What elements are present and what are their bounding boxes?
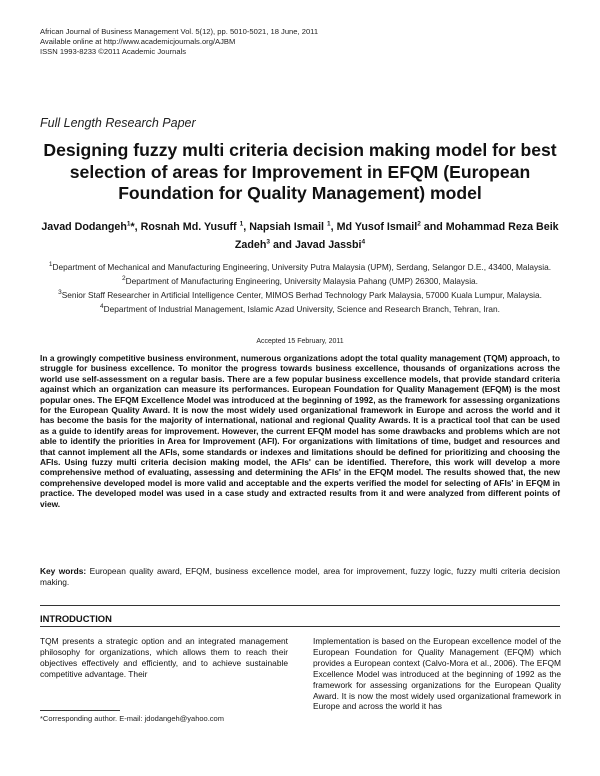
journal-issn: ISSN 1993-8233 ©2011 Academic Journals <box>40 47 187 56</box>
keywords-text: European quality award, EFQM, business excellence model, area for improvement, fuzzy logic, fuzzy multi criteria decision making. <box>40 566 560 587</box>
footnote-divider <box>40 710 120 711</box>
affiliation: $^2$Department of Manufacturing Engineering, University Malaysia Pahang (UMP) 26300, Malaysia. <box>122 274 478 286</box>
keywords <box>40 566 560 588</box>
abstract: In a growingly competitive business environment, numerous organizations adopt the total quality management (TQM) approach, to struggle for business excellence. To monitor the progress towards business excellence, thousands of organizations across the world use self-assessment on a regular basis. There are a few popular business excellence models, that provide standard criteria against which an organization can measure its performances. European Foundation for Quality Management (EFQM) is the most popular ones. The EFQM Excellence Model was introduced at the beginning of 1992, as the framework for assessing organizations for the European Quality Award. It is now the most widely used organizational framework in Europe and across the world and it has become the basis for the majority of international, national and regional Quality Awards. It is a practical tool that can be used as a guide to identify areas for improvement. However, the current EFQM model has some drawbacks and problems which are not able to identify the priorities in Area for Improvement (AFI). For organizations with limitations of time, budget and resources and that cannot implement all the AFIs, some standards or indexes and limitations should be defined for prioritizing and choosing the AFIs. Using fuzzy multi criteria decision making model, the AFIs' can be identified. Therefore, this work will develop a more comprehensive method of evaluating, assessing and determining the AFIs' in the EFQM model. The results showed that, the new comprehensive developed model is more valid and acceptable and the experts verified the model for selecting of AFIs' in EFQM in practice. The developed model was used in a case study and extracted results from it and were analyzed from different points of view. <box>40 353 560 509</box>
author: Javad Dodangeh$^1$*, <box>41 220 141 233</box>
author: Javad Jassbi$^4$ <box>294 238 366 252</box>
affiliation: $^1$Department of Mechanical and Manufacturing Engineering, University Putra Malaysia (UPM), Serdang, Selangor D.E., 43400, Malaysia. <box>48 261 552 272</box>
affiliation: $^4$Department of Industrial Management, Islamic Azad University, Science and Research Branch, Tehran, Iran. <box>100 302 500 314</box>
keywords-label: Key words: <box>40 566 87 576</box>
section-divider-top <box>40 605 560 606</box>
corresponding-author-footnote: *Corresponding author. E-mail: jdodangeh@yahoo.com <box>40 714 224 723</box>
paper-type: Full Length Research Paper <box>40 116 196 130</box>
author: Md Yusof Ismail$^2$ and <box>336 220 446 233</box>
journal-header <box>40 27 318 57</box>
author: Napsiah Ismail $^1$, <box>249 220 337 233</box>
paper-title: Designing fuzzy multi criteria decision making model for best selection of areas for Improvement in EFQM (European Foundation for Quality Management) model <box>43 140 557 203</box>
author-list <box>30 216 570 253</box>
author: Mohammad Reza Beik Zadeh$^3$ and <box>234 220 559 252</box>
journal-online-link: Available online at http://www.academicjournals.org/AJBM <box>40 37 236 46</box>
affiliations <box>30 259 570 314</box>
affiliation: $^3$Senior Staff Researcher in Artificial Intelligence Center, MIMOS Berhad Technology Park Malaysia, 57000 Kuala Lumpur, Malaysia. <box>58 288 542 300</box>
intro-right-column: Implementation is based on the European excellence model of the European Foundation for Quality Management (EFQM) which provides a European context (Calvo-Mora et al., 2006). The EFQM Excellence Model was introduced at the beginning of 1992 as the framework for assessing organizations for the European Quality Award. It is now the most widely used organizational framework in Europe and across the world it has <box>313 636 561 712</box>
author: Rosnah Md. Yusuff $^1$, <box>140 220 250 233</box>
intro-heading: INTRODUCTION <box>40 613 112 624</box>
section-divider-bottom <box>40 626 560 627</box>
intro-left-column: TQM presents a strategic option and an integrated management philosophy for organizations, which allows them to reach their objectives effectively and efficiently, and to achieve sustainable competitive advantage. Their <box>40 636 288 679</box>
accepted-date: Accepted 15 February, 2011 <box>256 338 344 345</box>
journal-citation: African Journal of Business Management Vol. 5(12), pp. 5010-5021, 18 June, 2011 <box>40 27 319 36</box>
